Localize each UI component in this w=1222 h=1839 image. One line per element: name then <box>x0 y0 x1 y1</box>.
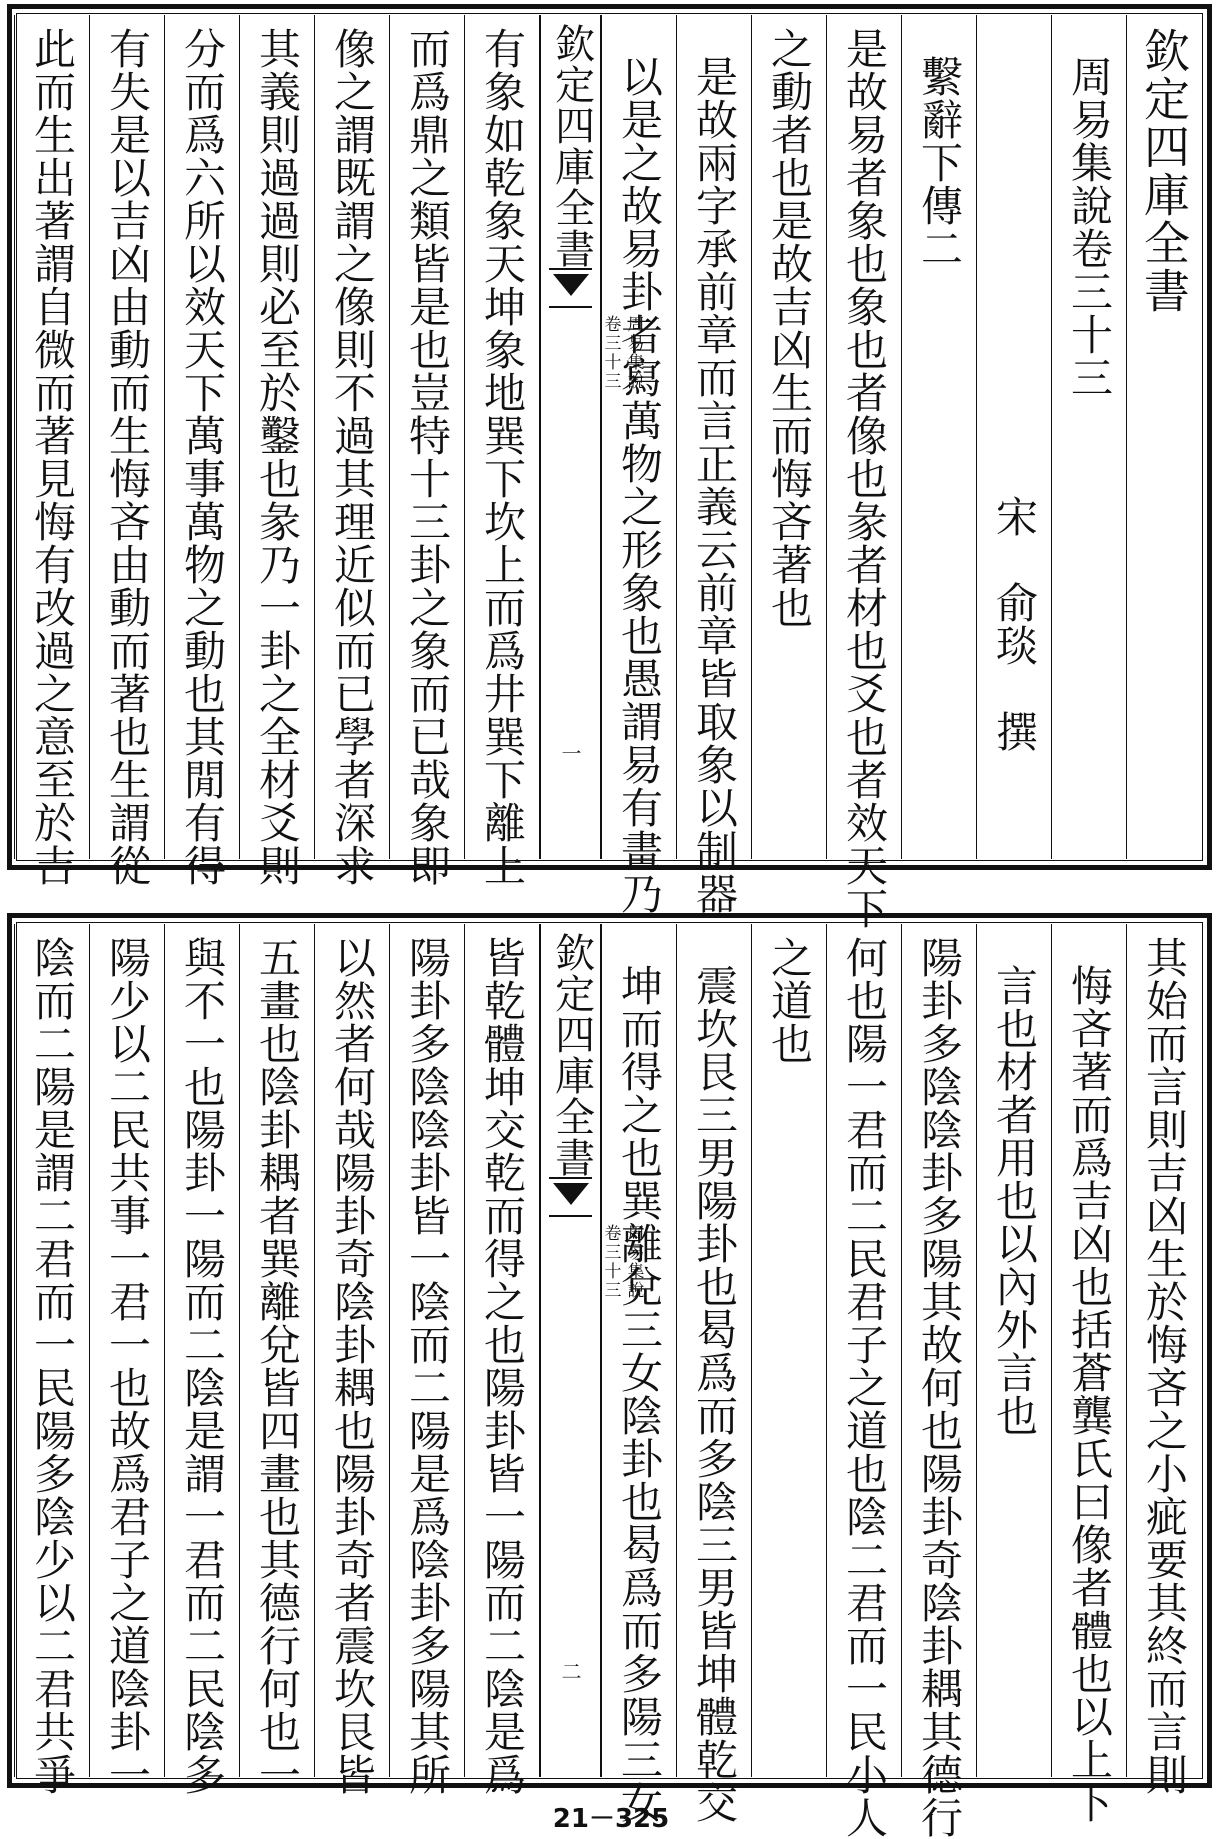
text-column <box>464 924 539 1796</box>
text-line: 悔吝著而爲吉凶也括蒼龔氏曰像者體也以上下 <box>1065 964 1114 1824</box>
text-column <box>901 15 976 859</box>
center-page-number: 一 <box>558 743 582 763</box>
center-volume: 卷三十三 <box>600 1224 621 1300</box>
text-column <box>164 15 239 887</box>
text-line: 陽卦多陰陰卦多陽其故何也陽卦奇陰卦耦其德行 <box>915 936 964 1839</box>
text-column <box>826 15 901 930</box>
text-column <box>0 924 14 1777</box>
text-column <box>901 924 976 1839</box>
page-top <box>7 4 1212 930</box>
text-column <box>676 924 751 1824</box>
text-line: 像之謂既謂之像則不過其理近似而已學者深求 <box>328 27 377 887</box>
text-line: 陽少以二民共事一君一也故爲君子之道陰卦一 <box>103 936 152 1796</box>
text-line: 皆乾體坤交乾而得之也陽卦皆一陽而二陰是爲 <box>478 936 527 1796</box>
text-column <box>676 15 751 915</box>
text-line: 其義則過過則必至於鑿也彖乃一卦之全材爻則 <box>253 27 302 887</box>
fish-tail-mark <box>549 1177 592 1217</box>
text-line: 其始而言則吉凶生於悔吝之小疵要其終而言則 <box>1140 936 1189 1796</box>
text-line: 與不一也陽卦一陽而二陰是謂一君而二民陰多 <box>178 936 227 1796</box>
text-line: 之動者也是故吉凶生而悔吝著也 <box>765 27 814 629</box>
text-line: 之道也 <box>765 936 814 1065</box>
text-column <box>1051 15 1126 859</box>
text-column <box>14 15 89 887</box>
text-line: 是故易者象也象也者像也彖者材也爻也者效天下 <box>840 27 889 930</box>
text-line: 何也陽一君而二民君子之道也陰二君而一民小人 <box>840 936 889 1839</box>
text-column <box>389 924 464 1796</box>
header-column <box>1126 15 1201 859</box>
book-title: 欽定四庫全書 <box>1137 27 1191 315</box>
text-line: 震坎艮三男陽卦也曷爲而多陰三男皆坤體乾交 <box>690 964 739 1824</box>
text-column <box>601 924 676 1824</box>
text-line: 以是之故易卦者寫萬物之形象也愚謂易有畫乃 <box>615 55 664 915</box>
text-line: 以然者何哉陽卦奇陰卦耦也陽卦奇者震坎艮皆 <box>328 936 377 1796</box>
text-column <box>1126 924 1201 1796</box>
text-column <box>164 924 239 1796</box>
center-title: 欽定四庫全書 <box>548 932 595 1178</box>
text-line: 而爲鼎之類皆是也豈特十三卦之象而已哉象即 <box>403 27 452 887</box>
text-line: 是故兩字承前章而言正義云前章皆取象以制器 <box>690 55 739 915</box>
center-volume: 卷三十三 <box>600 315 621 391</box>
text-line: 陽卦多陰陰卦皆一陰而二陽是爲陰卦多陽其所 <box>403 936 452 1796</box>
fish-tail-mark <box>549 268 592 308</box>
text-line: 坤而得之也巽離兌三女陰卦也曷爲而多陽三女 <box>615 964 664 1824</box>
text-column <box>601 15 676 915</box>
text-column <box>14 924 89 1796</box>
center-title: 欽定四庫全書 <box>548 23 595 269</box>
text-column <box>1051 924 1126 1824</box>
text-line: 分而爲六所以效天下萬事萬物之動也其閒有得 <box>178 27 227 887</box>
text-column <box>751 924 826 1777</box>
text-column <box>239 924 314 1796</box>
text-column <box>464 15 539 887</box>
text-line: 五畫也陰卦耦者巽離兌皆四畫也其德行何也一 <box>253 936 302 1796</box>
footer-page-number: 21－325 <box>552 1804 670 1834</box>
text-line: 有象如乾象天坤象地巽下坎上而爲井巽下離上 <box>478 27 527 887</box>
text-column <box>314 15 389 887</box>
text-line: 此而生出著謂自微而著見悔有改過之意至於吉 <box>28 27 77 887</box>
text-line: 言也材者用也以內外言也 <box>990 964 1039 1437</box>
text-column <box>751 15 826 859</box>
text-line: 陰而二陽是謂二君而一民陽多陰少以二君共爭 <box>28 936 77 1796</box>
section-title: 繫辭下傳二 <box>915 55 964 270</box>
text-column <box>976 924 1051 1777</box>
text-column <box>89 15 164 887</box>
text-line: 有失是以吉凶由動而生悔吝由動而著也生謂從 <box>103 27 152 887</box>
center-page-number: 二 <box>558 1661 582 1681</box>
text-column <box>389 15 464 887</box>
text-column <box>826 924 901 1839</box>
chapter-title: 周易集說卷三十三 <box>1065 55 1114 399</box>
text-column <box>314 924 389 1796</box>
text-column <box>89 924 164 1796</box>
center-book-name: 周易集說 <box>623 1224 644 1300</box>
center-book-name: 周易集說 <box>623 315 644 391</box>
author-line: 宋 俞琰 撰 <box>990 495 1039 753</box>
text-column <box>239 15 314 887</box>
text-column <box>976 15 1051 859</box>
page-columns <box>18 15 1201 930</box>
text-column <box>0 15 14 859</box>
